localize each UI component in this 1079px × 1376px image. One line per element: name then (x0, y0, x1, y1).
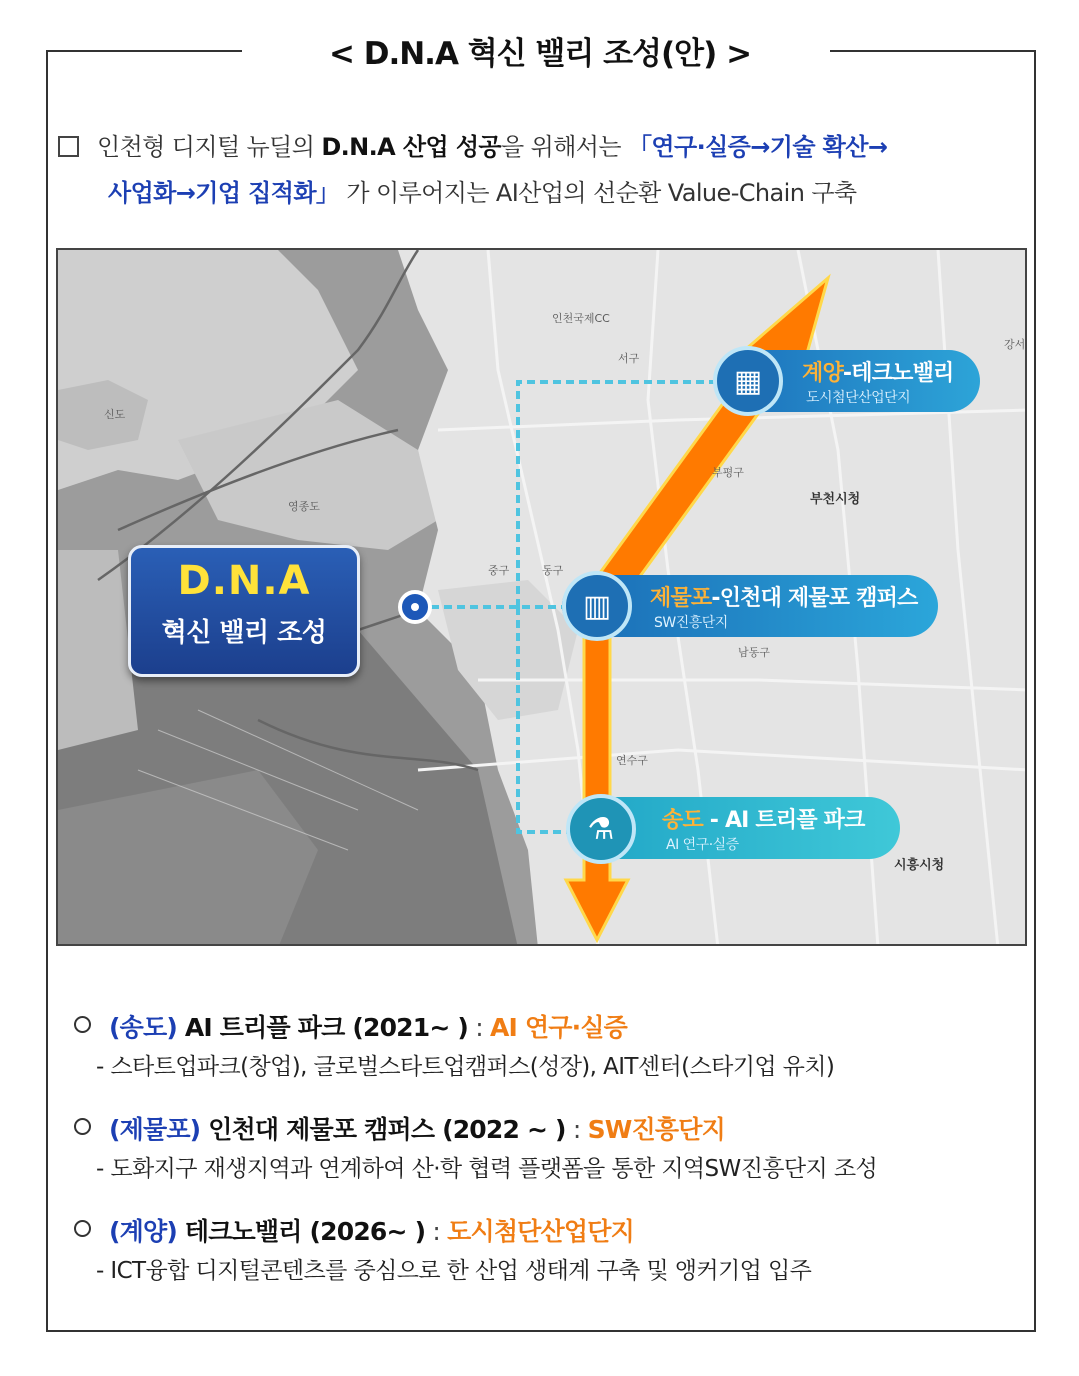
site-gyeyang-place: 계양 (802, 361, 843, 386)
intro-chain-1: 「연구·실증→기술 확산→ (628, 133, 888, 161)
intro-text-3: 을 위해서는 (501, 133, 628, 161)
map-label: 중구 (488, 564, 510, 577)
map-label: 남동구 (738, 646, 770, 659)
map-label: 동구 (542, 564, 564, 577)
map-label: 부천시청 (810, 492, 861, 507)
map-label: 부평구 (712, 466, 744, 479)
list-item (74, 1212, 1034, 1252)
item-colon: : (565, 1115, 588, 1144)
item-type: 도시첨단산업단지 (447, 1217, 634, 1246)
map-label: 영종도 (288, 500, 320, 513)
item-name: 테크노밸리 (2026~ ) (176, 1217, 426, 1246)
checkbox-icon (58, 136, 79, 157)
site-jemulpo-place: 제물포 (650, 586, 712, 611)
site-jemulpo-sub: SW진흥단지 (654, 615, 728, 631)
intro-text-2: D.N.A 산업 성공 (321, 133, 502, 161)
map-label: 인천국제CC (552, 312, 610, 325)
item-location: (송도) (109, 1013, 177, 1042)
site-songdo-title (662, 803, 865, 834)
intro-text-1: 인천형 디지털 뉴딜의 (97, 133, 322, 161)
item-location: (계양) (109, 1217, 177, 1246)
item-description: - 도화지구 재생지역과 연계하여 산·학 협력 플랫폼을 통한 지역SW진흥단지 조성 (96, 1156, 878, 1182)
building-icon: ▦ (713, 346, 783, 416)
site-jemulpo-name: -인천대 제물포 캠퍼스 (711, 586, 918, 611)
item-type: AI 연구·실증 (489, 1013, 628, 1042)
page-title: < D.N.A 혁신 밸리 조성(안) > (328, 36, 752, 72)
lab-icon: ⚗ (566, 794, 636, 864)
dna-subtitle: 혁신 밸리 조성 (161, 618, 327, 648)
dna-valley-box (128, 545, 360, 677)
map-label: 서구 (618, 352, 640, 365)
factory-icon: ▥ (562, 571, 632, 641)
intro-paragraph (58, 124, 1033, 216)
site-songdo-sub: AI 연구·실증 (666, 837, 739, 853)
map-label: 연수구 (616, 754, 648, 767)
circle-bullet-icon (74, 1016, 91, 1033)
item-colon: : (468, 1013, 490, 1042)
item-colon: : (425, 1217, 448, 1246)
item-name: AI 트리플 파크 (2021~ ) (176, 1013, 469, 1042)
item-type: SW진흥단지 (587, 1115, 725, 1144)
item-name: 인천대 제물포 캠퍼스 (2022 ~ ) (200, 1115, 566, 1144)
item-location: (제물포) (109, 1115, 201, 1144)
intro-text-4: 가 이루어지는 AI산업의 선순환 Value-Chain 구축 (339, 179, 857, 207)
project-list (74, 1008, 1034, 1314)
site-songdo-name: - AI 트리플 파크 (702, 808, 865, 833)
item-description: - ICT융합 디지털콘텐츠를 중심으로 한 산업 생태계 구축 및 앵커기업 입주 (96, 1258, 812, 1284)
site-gyeyang-name: -테크노밸리 (842, 361, 954, 386)
site-songdo-place: 송도 (662, 808, 703, 833)
map-figure (56, 248, 1027, 946)
list-item (74, 1008, 1034, 1048)
site-gyeyang-title (802, 356, 954, 387)
item-description: - 스타트업파크(창업), 글로벌스타트업캠퍼스(성장), AIT센터(스타기업 유치) (96, 1054, 835, 1080)
map-label: 강서 (1004, 338, 1026, 351)
map-label: 시흥시청 (894, 858, 945, 873)
site-gyeyang-sub: 도시첨단산업단지 (806, 390, 911, 406)
list-item (74, 1110, 1034, 1150)
map-label: 신도 (104, 408, 126, 421)
circle-bullet-icon (74, 1220, 91, 1237)
dna-title: D.N.A (177, 558, 311, 604)
circle-bullet-icon (74, 1118, 91, 1135)
intro-chain-2: 사업화→기업 집적화」 (108, 179, 340, 207)
site-jemulpo-title (650, 581, 917, 612)
